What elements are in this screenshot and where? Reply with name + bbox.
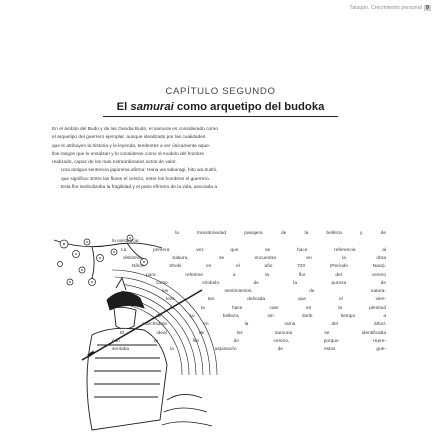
wrapped-text-line: la existencia. [112,239,140,245]
wrapped-text-line: Nihon Shoki en el año 720 (Periodo Nara), [132,264,386,270]
chapter-label: CAPÍTULO SEGUNDO [165,86,276,97]
wrapped-text-line: sentaba la aspiración de estos gue- [112,347,386,353]
wrapped-text-line: los sentimientos, de natura- [162,289,386,295]
paragraph-1 [52,126,386,167]
wrapped-text-line: con la flor de cerezo, porque repre- [112,338,386,344]
blossom-icon [58,262,63,267]
text-line: Esta flor simbolizaba la fragilidad y el paso efímero de la vida, asociada a [61,185,217,191]
chapter-title-prefix: El [116,101,131,113]
paragraph-2 [52,167,386,184]
running-head [350,5,432,11]
wrapped-text-line: distintivo Sakura, se encuentra en la obra [123,255,386,261]
illustrated-wrap-block [52,230,386,441]
chapter-title-italic: samurai [130,101,174,113]
wrapped-text-line: para referirse a la flor del cerezo [146,272,386,278]
wrapped-text-line: marchitarse en la rama del árbol. [142,322,386,328]
wrapped-text-line: La primera vez que se hace referencia al [121,247,386,253]
text-line: que significa: Entre las flores el cerezo, entre los hombres el guerrero. [61,176,211,182]
wind-lines [162,394,212,426]
wrapped-text-line: leza tan delicada que el vien- [166,297,386,303]
text-line: En el ámbito del Budo y de las Gendai Budo, el samurai es considerado como [52,127,218,132]
text-line: que le atribuyen la historia y la leyenda, tendentes a ver únicamente aque- [52,143,211,149]
wrapped-text-line: to la hace caer en la plenitud [170,305,386,311]
text-line: llos rasgos que lo ensalzan y lo consideran como el modelo del hombre [52,151,204,157]
wrapped-text-line: la transitoriedad pasajera de la belleza y de [175,231,386,236]
chapter-title-suffix: como arquetipo del budoka [173,101,325,113]
text-line: realizado, capaz de los mas extraordinarios actos de valor. [52,160,177,166]
paragraph-3 [52,184,386,192]
page-number: 9 [426,5,429,11]
wrapped-text-line: El ideal de los samurai se identificaba [120,330,386,336]
title-rule [103,116,338,117]
wrapped-text-line: de su belleza, sin darle tiempo a [156,314,386,319]
running-head-text: Tatsujin. Crecimiento personal [349,5,422,11]
body-text [52,126,386,192]
text-line: el arquetipo del guerrero ejemplar, aunque idealizado por las cualidades [52,135,206,141]
wrapped-text-line: como símbolo de la pureza de [156,280,386,286]
chapter-title [0,101,441,113]
text-line: Una antigua sentencia japonesa afirma: Hana wa sakuragi, hito wa bushi, [61,168,218,174]
